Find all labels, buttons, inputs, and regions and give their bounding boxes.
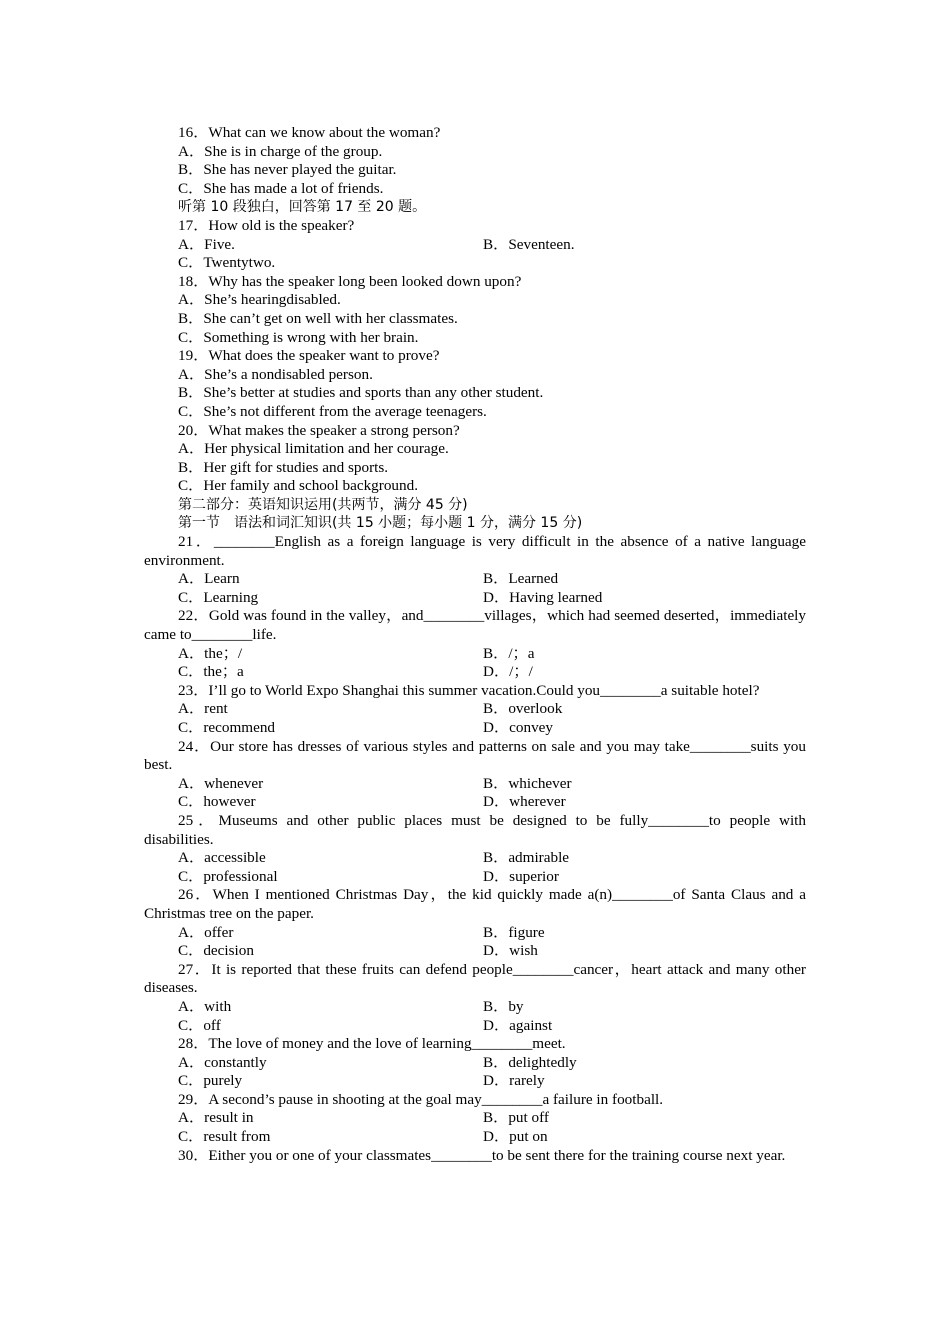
option-row <box>144 868 806 887</box>
question-23 <box>144 682 806 738</box>
option-row <box>144 570 806 589</box>
option-a: A．Learn <box>178 570 240 588</box>
question-stem: 29．A second’s pause in shooting at the goal may________a failure in football. <box>178 1090 664 1108</box>
option-b: B．figure <box>483 923 545 941</box>
option-a: A．the；/ <box>178 644 243 662</box>
option-d: D．/；/ <box>483 663 533 681</box>
option-row <box>144 1017 806 1036</box>
option-c: C．off <box>178 1016 221 1034</box>
option-b: B．/；a <box>483 644 535 662</box>
question-stem: 21．________English as a foreign language is very difficult in the absence of a native language environment. <box>144 533 806 569</box>
option-c: C．professional <box>178 867 278 885</box>
option-d: D．Having learned <box>483 588 603 606</box>
option-d: D．against <box>483 1016 553 1034</box>
option-row <box>144 1109 806 1128</box>
option-a: A．constantly <box>178 1053 267 1071</box>
exam-page <box>144 124 806 1165</box>
option-row <box>144 942 806 961</box>
option-a: A．rent <box>178 700 228 718</box>
option-b: B．Seventeen. <box>483 235 575 253</box>
question-21 <box>144 533 806 607</box>
option-b: B．She can’t get on well with her classmates. <box>178 309 458 327</box>
option-d: D．wherever <box>483 793 566 811</box>
option-a: A．She is in charge of the group. <box>178 142 383 160</box>
question-26 <box>144 886 806 960</box>
option-a: A．with <box>178 997 232 1015</box>
question-stem: 27．It is reported that these fruits can defend people________cancer，heart attack and many other diseases. <box>144 960 806 997</box>
option-b: B．Her gift for studies and sports. <box>178 458 389 476</box>
option-row <box>144 924 806 943</box>
option-a: A．result in <box>178 1109 254 1127</box>
option-c: C．She’s not different from the average teenagers. <box>178 402 487 420</box>
option-c: C．Learning <box>178 588 259 606</box>
option-d: D．convey <box>483 719 554 736</box>
option-row <box>144 793 806 812</box>
option-b: B．overlook <box>483 700 563 718</box>
question-stem: 25．Museums and other public places must be designed to be fully________to people with disabilities. <box>144 811 806 848</box>
question-25 <box>144 812 806 886</box>
question-16 <box>144 124 806 198</box>
option-row <box>144 663 806 682</box>
option-row <box>144 645 806 664</box>
option-a: A．She’s a nondisabled person. <box>178 365 373 383</box>
option-b: B．She’s better at studies and sports than any other student. <box>178 384 544 402</box>
question-stem: 24．Our store has dresses of various styles and patterns on sale and you may take________suits you best. <box>144 737 806 774</box>
option-b: B．by <box>483 997 524 1015</box>
question-28 <box>144 1035 806 1091</box>
option-a: A．Her physical limitation and her courage. <box>178 440 449 458</box>
option-b: B．admirable <box>483 849 570 867</box>
option-d: D．put on <box>483 1128 548 1146</box>
option-a: A．accessible <box>178 849 266 867</box>
question-stem: 30．Either you or one of your classmates________to be sent there for the training course next year. <box>178 1146 786 1164</box>
option-row <box>144 1054 806 1073</box>
question-stem: 20．What makes the speaker a strong person? <box>178 421 460 439</box>
question-20 <box>144 422 806 496</box>
option-row <box>144 700 806 719</box>
option-row <box>144 849 806 868</box>
option-c: C．She has made a lot of friends. <box>178 179 384 197</box>
option-b: B．She has never played the guitar. <box>178 161 397 179</box>
option-row <box>144 236 806 255</box>
question-18 <box>144 273 806 347</box>
option-b: B．whichever <box>483 774 572 792</box>
question-17 <box>144 217 806 273</box>
option-d: D．superior <box>483 867 559 885</box>
option-c: C．decision <box>178 942 254 960</box>
question-stem: 28．The love of money and the love of learning________meet. <box>178 1035 566 1053</box>
option-c: C．result from <box>178 1128 271 1146</box>
question-stem: 16．What can we know about the woman? <box>178 124 441 141</box>
question-19 <box>144 347 806 421</box>
option-a: A．She’s hearingdisabled. <box>178 291 341 309</box>
option-b: B．delightedly <box>483 1053 577 1071</box>
option-d: D．rarely <box>483 1072 545 1090</box>
option-c: C．recommend <box>178 719 276 736</box>
question-stem: 18．Why has the speaker long been looked down upon? <box>178 272 522 290</box>
option-row <box>144 1072 806 1091</box>
question-24 <box>144 738 806 812</box>
question-stem: 26．When I mentioned Christmas Day，the kid quickly made a(n)________of Santa Claus and a Christmas tree on the paper. <box>144 886 806 922</box>
part-two-heading: 第二部分：英语知识运用(共两节，满分 45 分) <box>178 496 468 513</box>
question-stem: 22．Gold was found in the valley，and________villages，which had seemed deserted，immediately came to________life. <box>144 607 806 644</box>
question-29 <box>144 1091 806 1147</box>
option-row <box>144 998 806 1017</box>
option-c: C．Something is wrong with her brain. <box>178 328 419 346</box>
section-one-heading: 第一节 语法和词汇知识(共 15 小题；每小题 1 分，满分 15 分) <box>178 515 583 532</box>
option-a: A．Five. <box>178 235 235 253</box>
option-row <box>144 589 806 608</box>
option-row <box>144 1128 806 1147</box>
question-stem: 23．I’ll go to World Expo Shanghai this summer vacation.Could you________a suitable hotel? <box>178 681 760 699</box>
option-c: C．Her family and school background. <box>178 477 418 495</box>
option-b: B．Learned <box>483 570 559 588</box>
option-b: B．put off <box>483 1109 549 1127</box>
question-stem: 19．What does the speaker want to prove? <box>178 347 440 365</box>
option-d: D．wish <box>483 942 538 960</box>
option-row <box>144 775 806 794</box>
option-a: A．offer <box>178 923 234 941</box>
option-c: C．purely <box>178 1072 243 1090</box>
option-c: C．however <box>178 793 256 811</box>
question-27 <box>144 961 806 1035</box>
question-22 <box>144 607 806 681</box>
question-stem: 17．How old is the speaker? <box>178 216 355 234</box>
section-10-instruction: 听第 10 段独白，回答第 17 至 20 题。 <box>178 199 427 216</box>
option-a: A．whenever <box>178 774 264 792</box>
option-row <box>144 719 806 738</box>
option-c: C．Twentytwo. <box>178 254 276 272</box>
question-30 <box>144 1147 806 1166</box>
option-c: C．the；a <box>178 663 244 681</box>
